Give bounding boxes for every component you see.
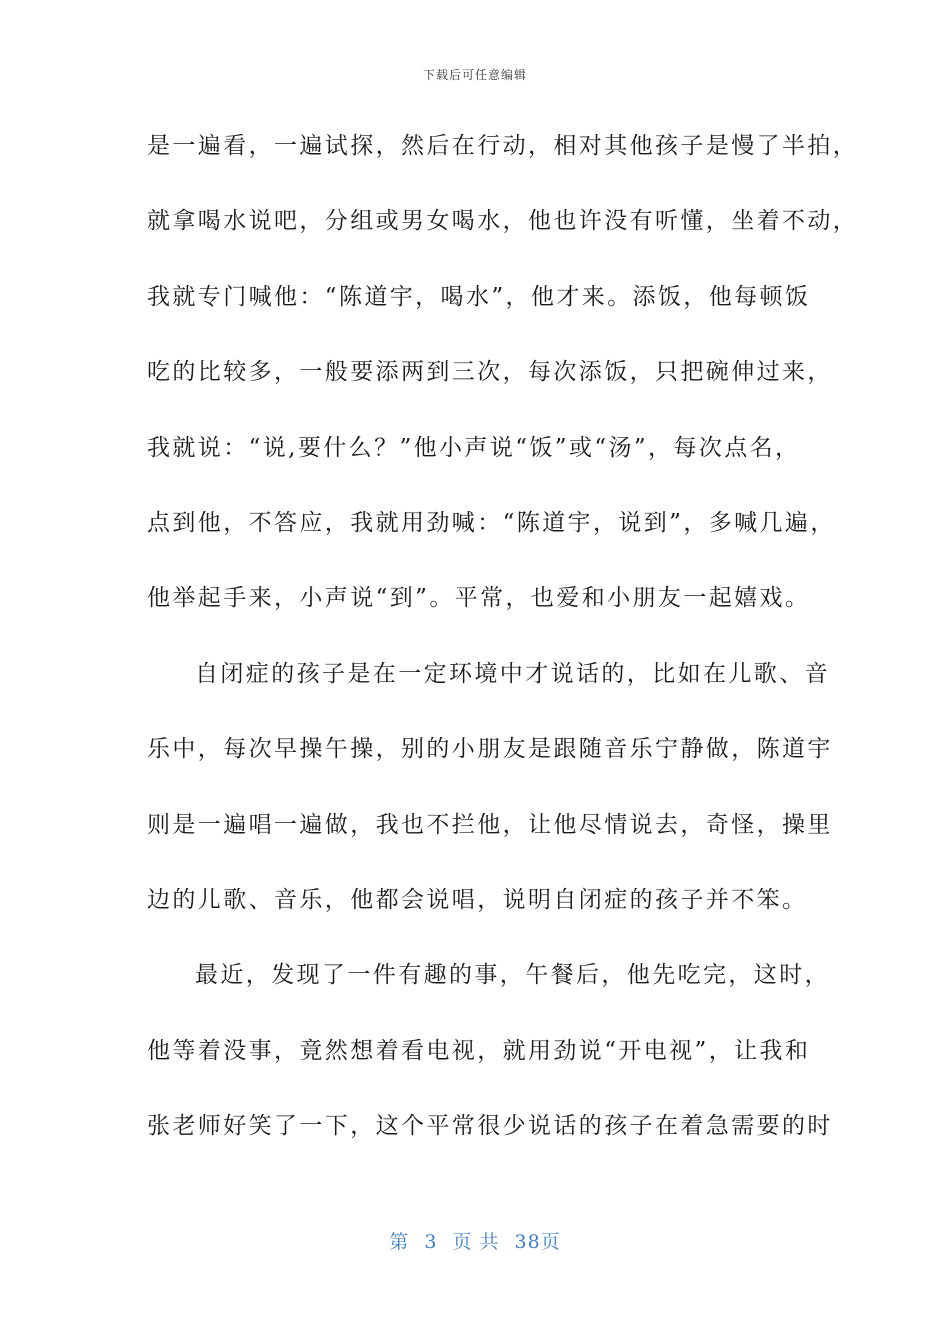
text-line: 我就专门喊他：“陈道宇，喝水”，他才来。添饭，他每顿饭 bbox=[147, 283, 811, 310]
text-line: 就拿喝水说吧，分组或男女喝水，他也许没有听懂，坐着不动， bbox=[147, 208, 859, 235]
text-line: 他举起手来，小声说“到”。平常，也爱和小朋友一起嬉戏。 bbox=[147, 585, 811, 612]
document-body bbox=[147, 124, 859, 1179]
text-line: 则是一遍唱一遍做，我也不拦他，让他尽情说去，奇怪，操里 bbox=[147, 811, 833, 838]
text-line: 是一遍看，一遍试探，然后在行动，相对其他孩子是慢了半拍， bbox=[147, 133, 859, 159]
paragraph-first-line: 最近，发现了一件有趣的事，午餐后，他先吃完，这时， bbox=[195, 962, 830, 989]
footer-prefix: 第 bbox=[389, 1231, 410, 1253]
text-line: 边的儿歌、音乐，他都会说唱，说明自闭症的孩子并不笨。 bbox=[147, 886, 808, 913]
text-line: 他等着没事，竟然想着看电视，就用劲说“开电视”，让我和 bbox=[147, 1037, 811, 1064]
footer-middle: 页 共 bbox=[452, 1231, 500, 1253]
text-line: 乐中，每次早操午操，别的小朋友是跟随音乐宁静做，陈道宇 bbox=[147, 736, 833, 763]
text-line: 张老师好笑了一下，这个平常很少说话的孩子在着急需要的时 bbox=[147, 1113, 833, 1140]
total-pages: 38页 bbox=[514, 1231, 561, 1253]
text-line: 吃的比较多，一般要添两到三次，每次添饭，只把碗伸过来， bbox=[147, 359, 833, 386]
paragraph-first-line: 自闭症的孩子是在一定环境中才说话的，比如在儿歌、音 bbox=[195, 660, 830, 687]
current-page-number: 3 bbox=[424, 1231, 438, 1253]
text-line: 点到他，不答应，我就用劲喊：“陈道宇，说到”，多喊几遍， bbox=[147, 509, 836, 536]
page-footer bbox=[0, 1227, 950, 1254]
page-header: 下载后可任意编辑 bbox=[422, 68, 527, 82]
text-line: 我就说：“说,要什么？”他小声说“饭”或“汤”，每次点名， bbox=[147, 434, 801, 461]
